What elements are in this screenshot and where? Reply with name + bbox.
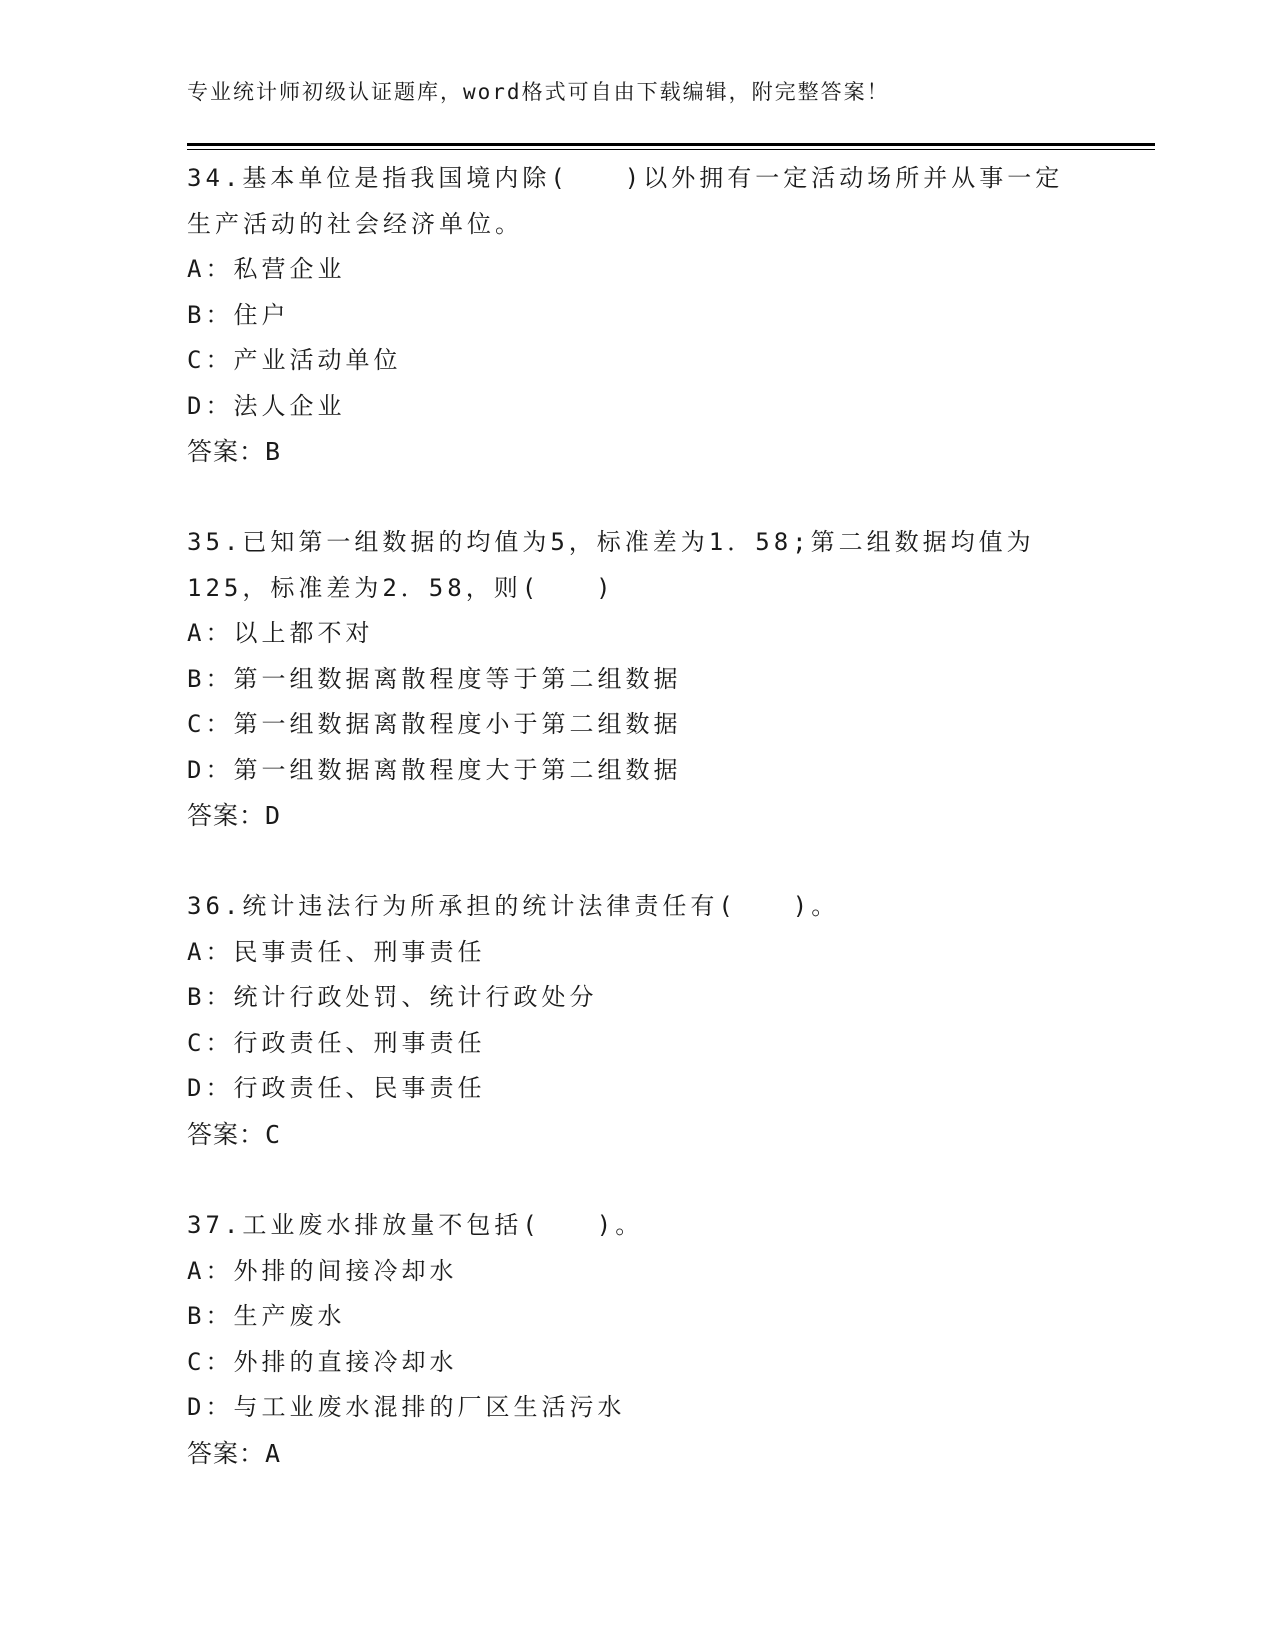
answer-line [187,793,1087,839]
option-a: A：外排的间接冷却水 [187,1256,458,1285]
option-c: C：外排的直接冷却水 [187,1347,458,1376]
header-divider-thin [187,149,1155,150]
document-header: 专业统计师初级认证题库，word格式可自由下载编辑，附完整答案！ [187,80,890,104]
option-d: D：法人企业 [187,391,346,420]
header-divider-thick [187,143,1155,146]
option-c: C：行政责任、刑事责任 [187,1028,486,1057]
question-stem: 34.基本单位是指我国境内除( )以外拥有一定活动场所并从事一定 [187,164,1064,192]
option-c: C：第一组数据离散程度小于第二组数据 [187,710,682,738]
question-35 [187,520,1087,839]
option-d: D：与工业废水混排的厂区生活污水 [187,1393,626,1421]
answer-value: C [265,1119,282,1149]
answer-label: 答案： [187,801,266,830]
option-a: A：以上都不对 [187,619,374,647]
option-b: B：第一组数据离散程度等于第二组数据 [187,664,682,693]
answer-label: 答案： [187,1119,266,1149]
question-stem: 生产活动的社会经济单位。 [187,209,523,238]
question-stem: 37.工业废水排放量不包括( )。 [187,1211,644,1239]
answer-value: B [265,437,282,466]
option-b: B：住户 [187,300,290,329]
question-stem: 125，标准差为2．58，则( ) [187,573,615,602]
answer-line [187,429,1087,475]
answer-value: D [265,801,282,830]
answer-label: 答案： [187,1438,266,1468]
option-d: D：第一组数据离散程度大于第二组数据 [187,755,682,784]
answer-line [187,1112,1087,1158]
question-stem: 35.已知第一组数据的均值为5，标准差为1．58;第二组数据均值为 [187,528,1035,556]
option-a: A：民事责任、刑事责任 [187,937,486,966]
answer-value: A [265,1438,282,1468]
option-b: B：统计行政处罚、统计行政处分 [187,983,598,1011]
option-d: D：行政责任、民事责任 [187,1074,486,1102]
answer-line [187,1431,1087,1477]
question-37 [187,1203,1087,1476]
option-b: B：生产废水 [187,1302,346,1330]
question-36 [187,884,1087,1157]
question-34 [187,156,1087,475]
question-stem: 36.统计违法行为所承担的统计法律责任有( )。 [187,892,840,920]
option-a: A：私营企业 [187,255,346,283]
option-c: C：产业活动单位 [187,346,402,374]
answer-label: 答案： [187,437,266,466]
